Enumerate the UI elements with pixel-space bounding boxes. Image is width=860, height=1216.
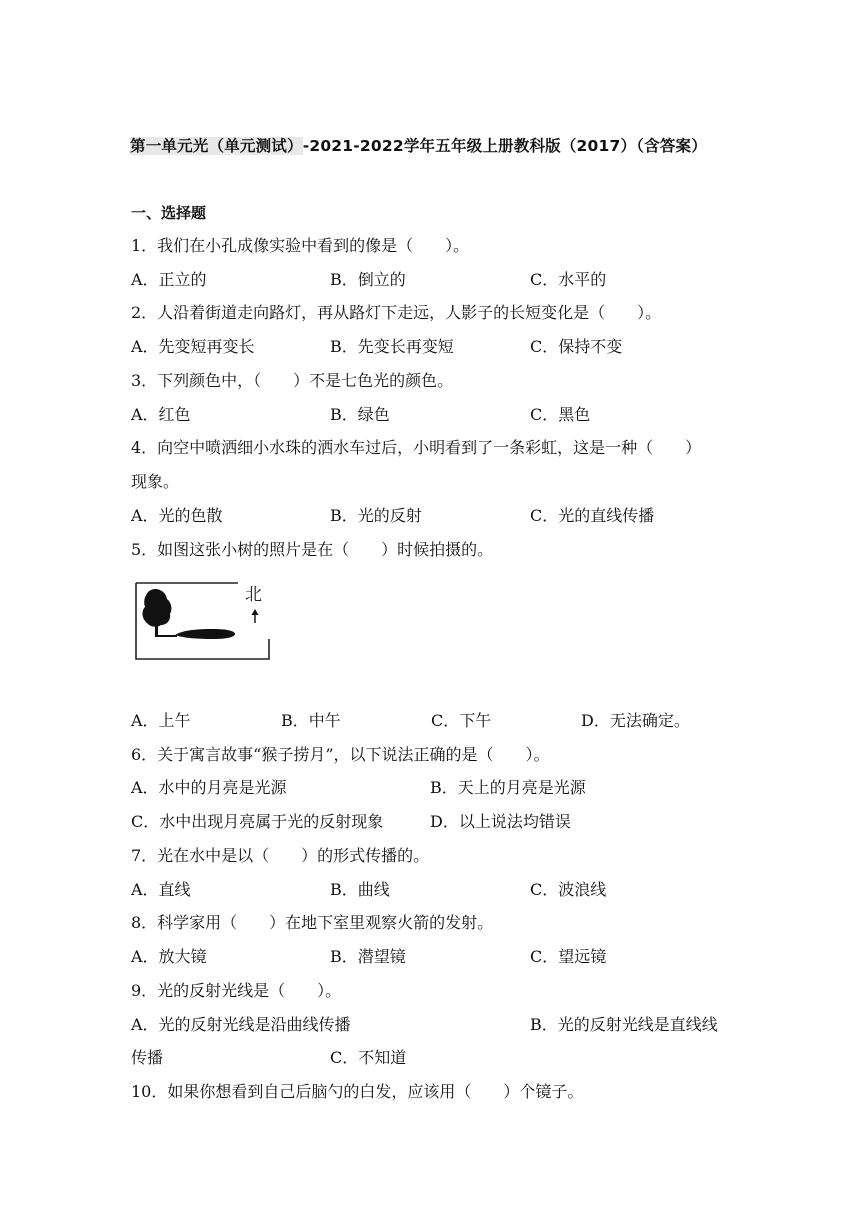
question-1-option-c: C．水平的: [530, 270, 607, 289]
question-5-stem: 5．如图这张小树的照片是在（ ）时候拍摄的。: [131, 540, 494, 559]
question-8-option-a: A．放大镜: [131, 947, 207, 966]
tree-shadow: [175, 629, 235, 639]
question-2-stem: 2．人沿着街道走向路灯，再从路灯下走远，人影子的长短变化是（ ）。: [131, 303, 662, 322]
question-2-option-b: B．先变长再变短: [330, 337, 454, 356]
question-1-option-a: A．正立的: [131, 270, 207, 289]
tree-crown: [143, 589, 172, 627]
question-6-stem: 6．关于寓言故事“猴子捞月”，以下说法正确的是（ ）。: [131, 745, 550, 764]
question-7-stem: 7．光在水中是以（ ）的形式传播的。: [131, 846, 430, 865]
tree-shadow-drawing: [135, 579, 270, 661]
question-6-option-c: C．水中出现月亮属于光的反射现象: [131, 812, 384, 831]
question-6-option-b: B．天上的月亮是光源: [430, 778, 586, 797]
question-4-option-a: A．光的色散: [131, 506, 223, 525]
question-6-option-a: A．水中的月亮是光源: [131, 778, 287, 797]
document-title: [130, 134, 707, 156]
question-4-option-b: B．光的反射: [330, 506, 422, 525]
question-7-option-c: C．波浪线: [530, 880, 607, 899]
question-8-stem: 8．科学家用（ ）在地下室里观察火箭的发射。: [131, 913, 494, 932]
question-3-option-c: C．黑色: [530, 405, 591, 424]
question-6-option-d: D．以上说法均错误: [430, 812, 571, 831]
question-4-stem: 4．向空中喷洒细小水珠的洒水车过后，小明看到了一条彩虹，这是一种（ ）: [131, 438, 702, 457]
question-9-option-c: C．不知道: [330, 1048, 407, 1067]
question-2-option-a: A．先变短再变长: [131, 337, 255, 356]
question-3-option-a: A．红色: [131, 405, 191, 424]
question-5-option-c: C．下午: [431, 711, 492, 730]
question-3-stem: 3．下列颜色中，（ ）不是七色光的颜色。: [131, 371, 454, 390]
question-5-option-d: D．无法确定。: [581, 711, 690, 730]
north-label: 北: [245, 585, 262, 605]
question-5-option-b: B．中午: [281, 711, 341, 730]
question-7-option-a: A．直线: [131, 880, 191, 899]
question-1-option-b: B．倒立的: [330, 270, 406, 289]
question-2-option-c: C．保持不变: [530, 337, 623, 356]
question-4-option-c: C．光的直线传播: [530, 506, 655, 525]
question-10-stem: 10．如果你想看到自己后脑勺的白发，应该用（ ）个镜子。: [131, 1082, 584, 1101]
north-arrow-icon: [252, 609, 259, 615]
question-9-option-b-continued: 传播: [131, 1048, 164, 1067]
question-3-option-b: B．绿色: [330, 405, 390, 424]
question-9-option-a: A．光的反射光线是沿曲线传播: [131, 1015, 351, 1034]
question-4-stem-continued: 现象。: [131, 472, 180, 491]
tree-shadow-figure: [135, 579, 270, 661]
section-heading: 一、选择题: [131, 204, 207, 222]
question-5-option-a: A．上午: [131, 711, 191, 730]
question-8-option-b: B．潜望镜: [330, 947, 406, 966]
title-highlight: 第一单元光（单元测试）: [130, 137, 303, 155]
question-9-stem: 9．光的反射光线是（ ）。: [131, 981, 342, 1000]
question-1-stem: 1．我们在小孔成像实验中看到的像是（ ）。: [131, 236, 470, 255]
question-9-option-b: B．光的反射光线是直线线: [530, 1015, 718, 1034]
tree-trunk: [155, 623, 158, 637]
title-rest: -2021-2022学年五年级上册教科版（2017）（含答案）: [302, 137, 707, 155]
question-8-option-c: C．望远镜: [530, 947, 607, 966]
question-7-option-b: B．曲线: [330, 880, 390, 899]
